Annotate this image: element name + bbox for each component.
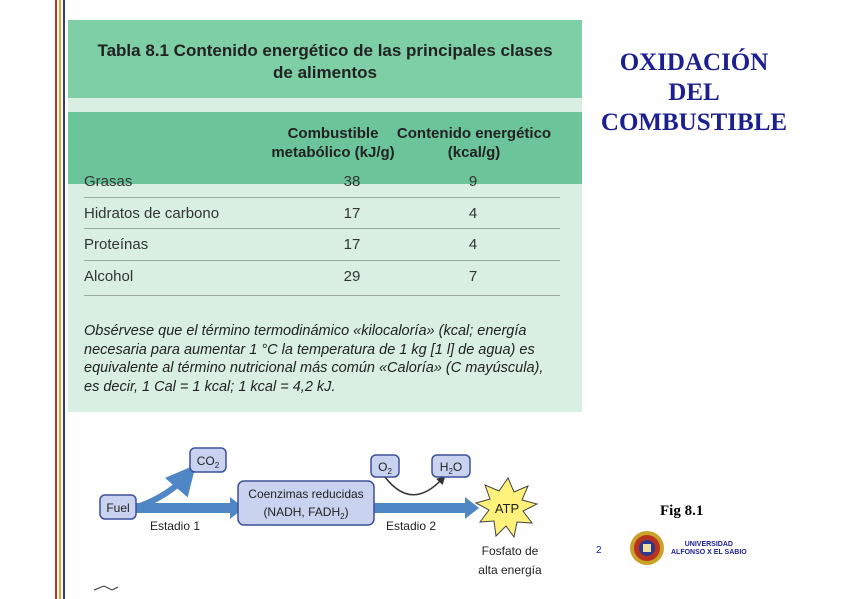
row-kcal: 9 (468, 173, 478, 190)
university-name-line: ALFONSO X EL SABIO (671, 549, 747, 556)
row-name: Grasas (84, 173, 133, 190)
corner-scribble (94, 586, 118, 590)
h2o-text-end: O (452, 460, 463, 474)
row-kcal: 7 (468, 268, 478, 285)
stage1-label: Estadio 1 (149, 519, 201, 533)
footnote-line: equivalente al término nutricional más común «Caloría» (C mayúscula), (84, 360, 544, 376)
fuel-label: Fuel (106, 501, 130, 515)
figure-label: Fig 8.1 (660, 503, 704, 519)
footnote-line: Obsérvese que el término termodinámico «kilocaloría» (kcal; energía (84, 323, 527, 339)
university-name (671, 541, 747, 557)
o2-subscript: 2 (387, 467, 392, 476)
column-header-line: metabólico (kJ/g) (271, 144, 395, 161)
co2-subscript: 2 (214, 461, 220, 470)
coenzymes-subscript: 2 (340, 512, 345, 521)
row-name: Proteínas (84, 236, 149, 253)
row-name: Hidratos de carbono (84, 205, 220, 222)
row-kj: 17 (343, 236, 361, 253)
coenzymes-line2 (263, 505, 348, 521)
university-seal-icon (630, 531, 664, 565)
row-kj: 29 (343, 268, 361, 285)
slide-title-line: DEL (668, 79, 720, 106)
slide-title-line: OXIDACIÓN (619, 49, 769, 76)
coenzymes-text: (NADH, FADH (263, 505, 341, 519)
atp-caption-line: Fosfato de (481, 544, 539, 558)
coenzymes-line1: Coenzimas reducidas (248, 487, 364, 501)
row-kcal: 4 (468, 236, 478, 253)
row-kj: 38 (343, 173, 361, 190)
co2-text: CO (196, 454, 215, 468)
slide-title-line: COMBUSTIBLE (600, 109, 788, 136)
stage2-arrow (370, 497, 479, 519)
column-header-line: Combustible (287, 125, 379, 142)
row-kcal: 4 (468, 205, 478, 222)
university-name-line: UNIVERSIDAD (684, 541, 733, 548)
stage2-label: Estadio 2 (385, 519, 437, 533)
page-number: 2 (596, 545, 602, 556)
h2o-text: H (439, 460, 449, 474)
row-kj: 17 (343, 205, 361, 222)
footnote-line: necesaria para aumentar 1 °C la temperatura de 1 kg [1 l] de agua) es (84, 341, 535, 358)
column-header-line: Contenido energético (396, 125, 552, 142)
row-name: Alcohol (84, 268, 134, 285)
atp-label: ATP (494, 501, 520, 516)
column-header-line: (kcal/g) (447, 144, 501, 161)
table-title-line: de alimentos (273, 63, 377, 82)
coenzymes-text-end: ) (344, 505, 349, 519)
table-title-line: Tabla 8.1 Contenido energético de las principales clases (97, 41, 553, 60)
footnote-line: es decir, 1 Cal = 1 kcal; 1 kcal = 4,2 kJ. (84, 378, 336, 395)
o2-text: O (378, 460, 388, 474)
o2-to-h2o-arrow (385, 477, 443, 495)
co2-branch-arrow (140, 474, 188, 506)
atp-caption-line: alta energía (478, 563, 542, 577)
h2o-subscript: 2 (448, 467, 453, 476)
